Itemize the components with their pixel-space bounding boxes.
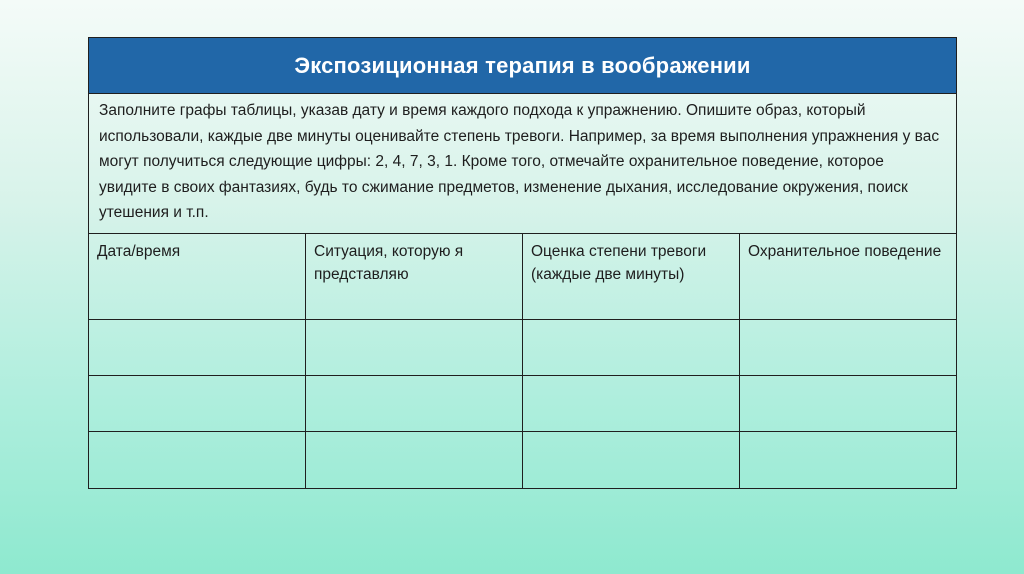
table-cell[interactable] [306, 432, 523, 488]
column-header-safety-behavior: Охранительное поведение [740, 234, 956, 320]
table-cell[interactable] [89, 432, 306, 488]
table-cell[interactable] [740, 432, 956, 488]
instructions-row [89, 94, 956, 234]
log-grid [89, 234, 956, 488]
column-header-date-time: Дата/время [89, 234, 306, 320]
column-header-anxiety-rating: Оценка степени тревоги (каждые две минуты) [523, 234, 740, 320]
table-title: Экспозиционная терапия в воображении [294, 52, 751, 78]
instructions-text: Заполните графы таблицы, указав дату и время каждого подхода к упражнению. Опишите образ, который использовали, каждые две минуты оценивайте степень тревоги. Например, за время выполнения упражнения у вас могут получиться следующие цифры: 2, 4, 7, 3, 1. Кроме того, отмечайте охранительное поведение, которое увидите в своих фантазиях, будь то сжимание предметов, изменение дыхания, исследование окружения, поиск утешения и т.п. [99, 102, 940, 221]
table-cell[interactable] [523, 320, 740, 376]
table-cell[interactable] [306, 376, 523, 432]
table-title-bar [89, 38, 956, 94]
column-header-situation: Ситуация, которую я представляю [306, 234, 523, 320]
table-cell[interactable] [306, 320, 523, 376]
table-cell[interactable] [523, 432, 740, 488]
table-cell[interactable] [89, 320, 306, 376]
table-cell[interactable] [89, 376, 306, 432]
table-cell[interactable] [740, 320, 956, 376]
table-cell[interactable] [523, 376, 740, 432]
table-cell[interactable] [740, 376, 956, 432]
exposure-therapy-table [88, 37, 957, 489]
